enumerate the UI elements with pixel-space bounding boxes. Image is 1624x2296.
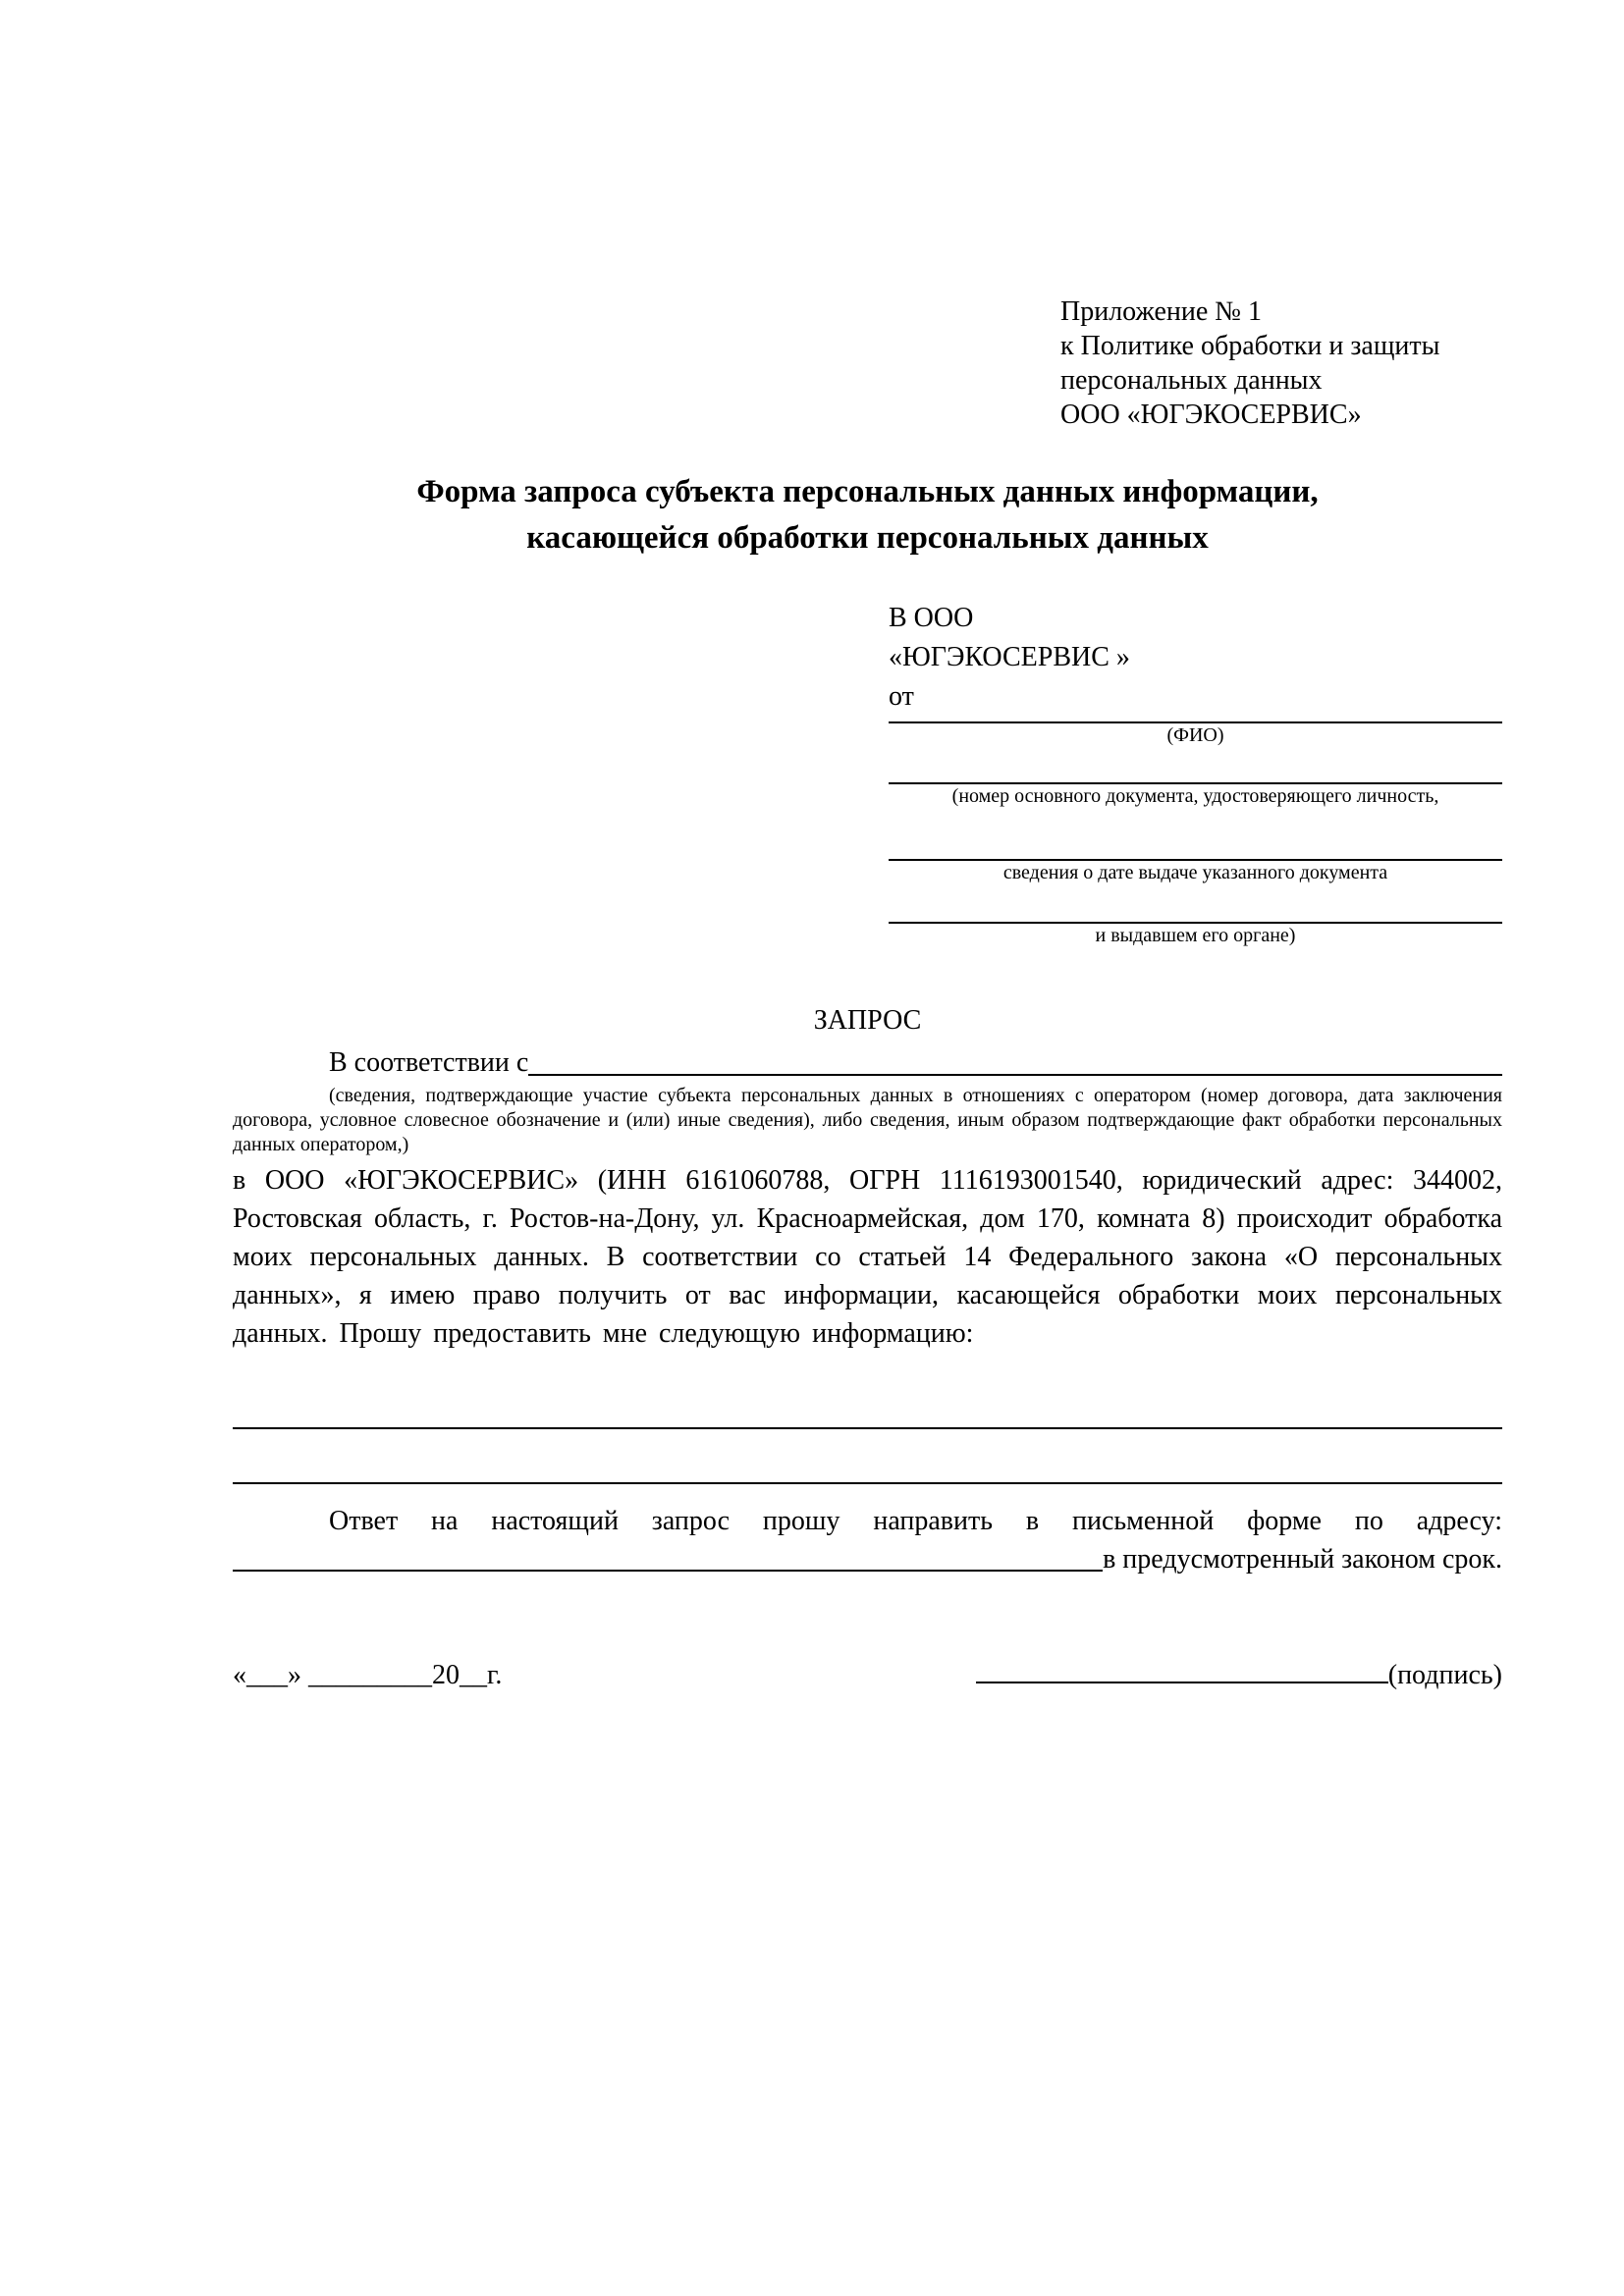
accordance-field-line [528, 1047, 1502, 1076]
appendix-org-line: ООО «ЮГЭКОСЕРВИС» [1060, 400, 1362, 430]
addressee-org-line-1: В ООО [889, 603, 974, 633]
fine-print-note: (сведения, подтверждающие участие субъекта персональных данных в отношениях с оператором (номер договора, дата заключения договора, условное словесное обозначение и (или) иные сведения), либо сведения, иным образом подтверждающие факт обработки персональных данных оператором,) [233, 1085, 1502, 1155]
appendix-policy-line-2: персональных данных [1060, 365, 1323, 396]
accordance-row [233, 1047, 1502, 1079]
information-blank-line-1 [233, 1427, 1502, 1429]
addressee-block [889, 599, 1502, 947]
document-title-line-2: касающейся обработки персональных данных [526, 520, 1209, 556]
signature-group [976, 1656, 1502, 1694]
signature-line [976, 1656, 1388, 1683]
appendix-policy-line: к Политике обработки и защиты [1060, 331, 1440, 361]
addressee-org-line-2: «ЮГЭКОСЕРВИС » [889, 642, 1130, 672]
appendix-header [1060, 294, 1502, 432]
date-blank-text: «___» _________20__г. [233, 1660, 503, 1690]
answer-sentence: Ответ на настоящий запрос прошу направить в письменной форме по адресу: [329, 1506, 1502, 1536]
request-heading: ЗАПРОС [813, 1005, 922, 1036]
answer-tail-text: в предусмотренный законом срок. [1103, 1544, 1502, 1575]
address-field-line [233, 1540, 1103, 1572]
issuer-caption: и выдавшем его органе) [1095, 925, 1296, 946]
appendix-number-line: Приложение № 1 [1060, 296, 1262, 327]
fio-caption: (ФИО) [1166, 724, 1224, 746]
address-row [233, 1540, 1502, 1578]
body-paragraph: в ООО «ЮГЭКОСЕРВИС» (ИНН 6161060788, ОГРН 1116193001540, юридический адрес: 344002, Ростовская область, г. Ростов-на-Дону, ул. Красноармейская, дом 170, комната 8) происходит обработка моих персональных данных. В соответствии со статьей 14 Федерального закона «О персональных данных», я имею право получить от вас информации, касающейся обработки моих персональных данных. Прошу предоставить мне следующую информацию: [233, 1165, 1502, 1349]
document-title-line-1: Форма запроса субъекта персональных данных информации, [416, 474, 1319, 509]
addressee-from-label: от [889, 681, 914, 712]
document-number-caption: (номер основного документа, удостоверяющего личность, [951, 785, 1439, 807]
date-signature-row [233, 1656, 1502, 1694]
issue-date-caption: сведения о дате выдаче указанного документа [1002, 862, 1388, 883]
document-title [233, 469, 1502, 561]
accordance-label: В соответствии с [329, 1047, 529, 1078]
information-blank-line-2 [233, 1482, 1502, 1484]
signature-caption: (подпись) [1387, 1660, 1502, 1690]
